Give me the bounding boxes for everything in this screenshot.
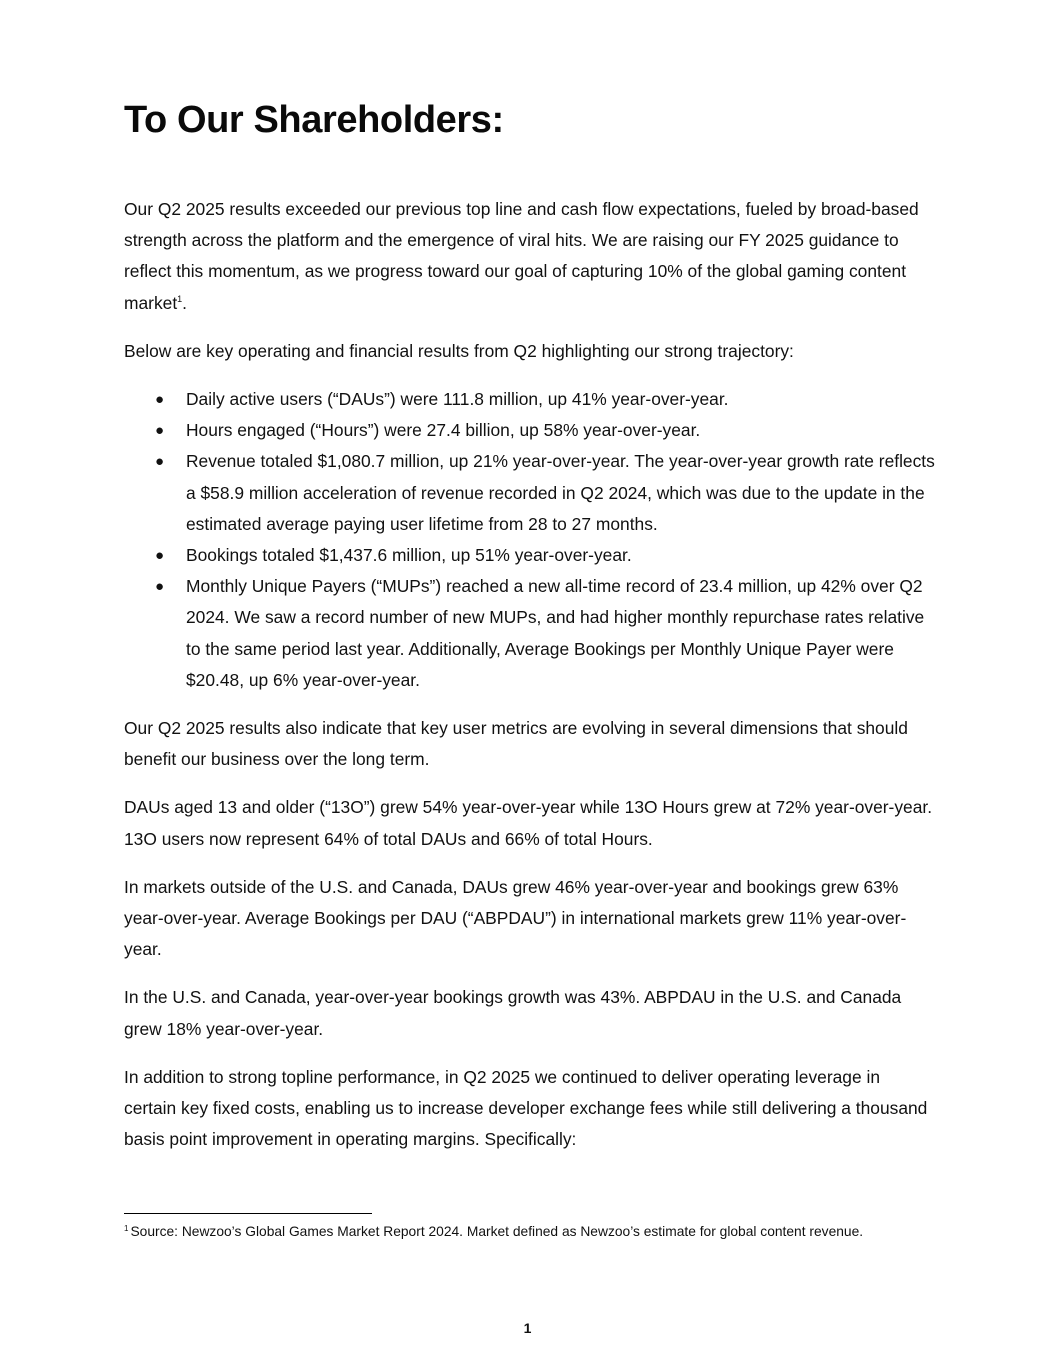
key-results-list: [124, 384, 936, 696]
intro-end: .: [182, 292, 188, 313]
user-metrics-paragraph: Our Q2 2025 results also indicate that key user metrics are evolving in several dimensions that should benefit our business over the long term.: [124, 718, 908, 770]
bullet-icon: ●: [155, 422, 165, 440]
list-item-text: Monthly Unique Payers (“MUPs”) reached a new all-time record of 23.4 million, up 42% over Q2 2024. We saw a record number of new MUPs, and had higher monthly repurchase rates relative to the same period last year. Additionally, Average Bookings per Monthly Unique Payer were $20.48, up 6% year-over-year.: [186, 576, 925, 690]
list-item: [124, 540, 936, 571]
us-canada-paragraph: In the U.S. and Canada, year-over-year bookings growth was 43%. ABPDAU in the U.S. and Canada grew 18% year-over-year.: [124, 987, 902, 1039]
footnote-divider: [124, 1213, 372, 1214]
bullet-icon: ●: [155, 453, 165, 471]
list-item: [124, 384, 936, 415]
international-markets-paragraph: In markets outside of the U.S. and Canada, DAUs grew 46% year-over-year and bookings grew 63% year-over-year. Average Bookings per DAU (“ABPDAU”) in international markets grew 11% year-over-year.: [124, 876, 907, 960]
list-item: [124, 446, 936, 540]
list-item-text: Revenue totaled $1,080.7 million, up 21% year-over-year. The year-over-year growth rate reflects a $58.9 million acceleration of revenue recorded in Q2 2024, which was due to the update in the estimated average paying user lifetime from 28 to 27 months.: [186, 451, 935, 534]
footnote-marker: 1: [124, 1224, 129, 1233]
age-13-plus-paragraph: DAUs aged 13 and older (“13O”) grew 54% year-over-year while 13O Hours grew at 72% year-over-year. 13O users now represent 64% of total DAUs and 66% of total Hours.: [124, 797, 933, 849]
list-item-text: Hours engaged (“Hours”) were 27.4 billion, up 58% year-over-year.: [186, 420, 701, 441]
page-title: To Our Shareholders:: [124, 99, 504, 141]
bullet-icon: ●: [155, 547, 165, 565]
list-item-text: Daily active users (“DAUs”) were 111.8 million, up 41% year-over-year.: [186, 389, 729, 410]
list-item: [124, 571, 936, 696]
intro-text: Our Q2 2025 results exceeded our previous top line and cash flow expectations, fueled by broad-based strength across the platform and the emergence of viral hits. We are raising our FY 2025 guidance to reflect this momentum, as we progress toward our goal of capturing 10% of the global gaming content market: [124, 199, 919, 313]
list-item: [124, 415, 936, 446]
letter-body: [124, 194, 936, 1172]
key-results-intro: Below are key operating and financial results from Q2 highlighting our strong trajectory:: [124, 340, 794, 361]
bullet-icon: ●: [155, 391, 165, 409]
intro-paragraph: [124, 194, 936, 319]
footnote: [124, 1223, 1004, 1241]
list-item-text: Bookings totaled $1,437.6 million, up 51% year-over-year.: [186, 545, 632, 566]
operating-leverage-paragraph: In addition to strong topline performance, in Q2 2025 we continued to deliver operating leverage in certain key fixed costs, enabling us to increase developer exchange fees while still delivering a thousand basis point improvement in operating margins. Specifically:: [124, 1066, 928, 1150]
page-number: 1: [523, 1320, 532, 1336]
footnote-text: Source: Newzoo’s Global Games Market Report 2024. Market defined as Newzoo’s estimate for global content revenue.: [130, 1224, 864, 1239]
footnote-reference: 1: [177, 293, 183, 304]
bullet-icon: ●: [155, 578, 165, 596]
